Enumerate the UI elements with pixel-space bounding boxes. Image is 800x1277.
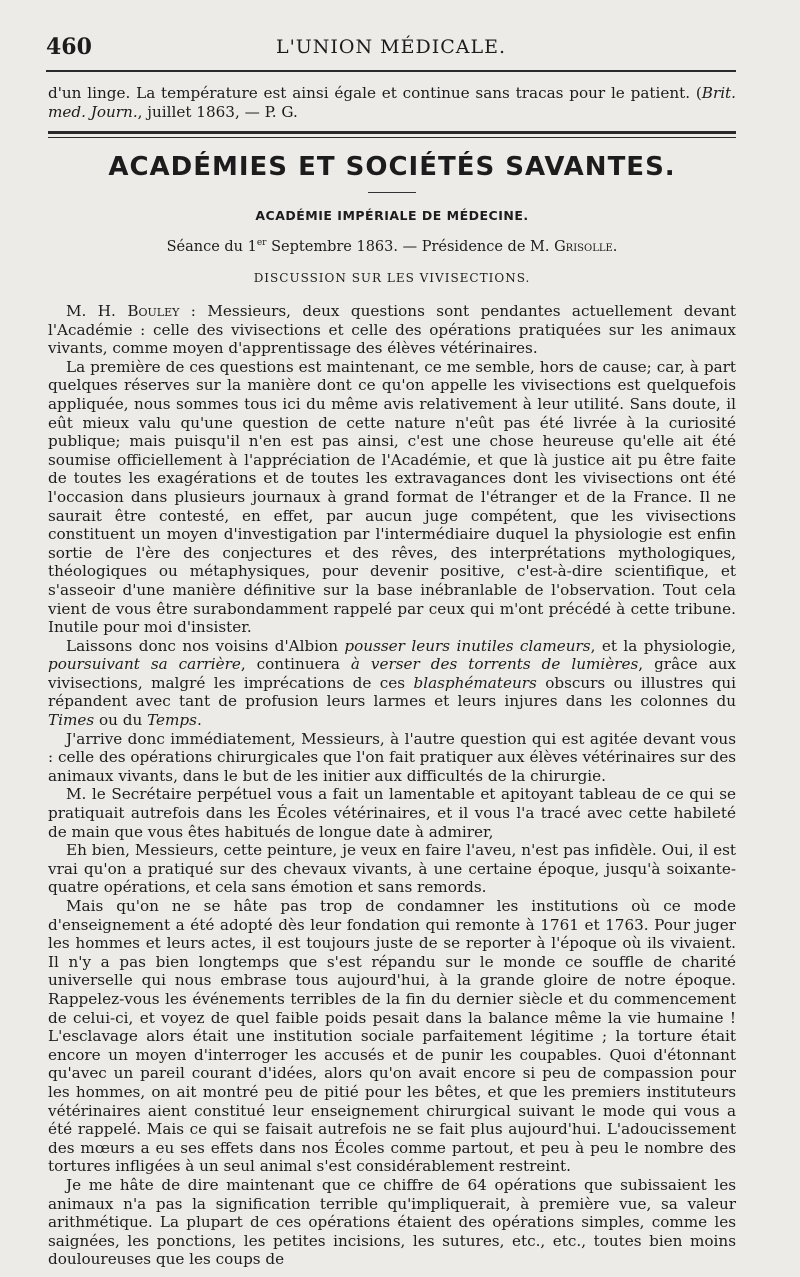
preamble-paragraph: d'un linge. La température est ainsi égale et continue sans tracas pour le patient. (Brit. med. Journ., juillet 1863, — P. G. [48,84,736,121]
header-rule [46,70,736,72]
paragraph: J'arrive donc immédiatement, Messieurs, à l'autre question qui est agitée devant vous : celle des opérations chirurgicales que l'on fait pratiquer aux élèves vétérinaires sur des animaux vivants, dans le but de les initier aux difficultés de la chirurgie. [48,729,736,785]
paragraph: Je me hâte de dire maintenant que ce chiffre de 64 opérations que subissaient les animaux n'a pas la signification terrible qu'impliquerait, à première vue, sa valeur arithmétique. La plupart de ces opérations étaient des opérations simples, comme les saignées, les ponctions, les petites incisions, les sutures, etc., etc., toutes bien moins douloureuses que les coups de [48,1175,736,1269]
running-title: L'UNION MÉDICALE. [275,36,507,58]
section-rule-top [48,131,736,134]
article-body [48,302,736,1269]
journal-citation: Brit. med. Journ. [48,84,736,121]
paragraph: Mais qu'on ne se hâte pas trop de condamner les institutions où ce mode d'enseignement a été adopté dès leur fondation qui remonte à 1761 et 1763. Pour juger les hommes et leurs actes, il est toujours juste de se reporter à l'époque où ils vivaient. Il n'y a pas bien longtemps que s'est répandu sur le monde ce souffle de charité universelle qui nous embrase tous aujourd'hui, à la grande gloire de notre époque. Rappelez-vous les événements terribles de la fin du dernier siècle et du commencement de celui-ci, et voyez de quel faible poids pesait dans la balance même la vie humaine ! L'esclavage alors était une institution sociale parfaitement légitime ; la torture était encore un moyen d'interroger les accusés et de punir les coupables. Quoi d'étonnant qu'avec un pareil courant d'idées, alors qu'on avait encore si peu de compassion pour les hommes, on ait montré peu de pitié pour les bêtes, et que les premiers instituteurs vétérinaires aient constitué leur enseignement chirurgical suivant le mode qui vous a été rappelé. Mais ce qui se faisait autrefois ne se fait plus aujourd'hui. L'adoucissement des mœurs a eu ses effets dans nos Écoles comme partout, et peu à peu le nombre des tortures infligées à un seul animal s'est considérablement restreint. [48,897,736,1176]
section-title: ACADÉMIES ET SOCIÉTÉS SAVANTES. [108,152,676,182]
paragraph: M. H. Bouley : Messieurs, deux questions sont pendantes actuellement devant l'Académie : celle des vivisections et celle des opérations pratiquées sur les animaux vivants, comme moyen d'apprentissage des élèves vétérinaires. [48,302,737,358]
paragraph: La première de ces questions est maintenant, ce me semble, hors de cause; car, à part quelques réserves sur la manière dont ce qu'on appelle les vivisections est quelquefois appliquée, nous sommes tous ici du même avis relativement à leur utilité. Sans doute, il eût mieux valu qu'une question de cette nature n'eût pas été livrée à la curiosité publique; mais puisqu'il n'en est pas ainsi, c'est une chose heureuse qu'elle ait été soumise officiellement à l'appréciation de l'Académie, et que là justice ait pu être faite de toutes les exagérations et de toutes les extravagances dont les vivisections ont été l'occasion dans plusieurs journaux à grand format de l'étranger et de la France. Il ne saurait être contesté, en effet, par aucun juge compétent, que les vivisections constituent un moyen d'investigation par l'intermédiaire duquel la physiologie est enfin sortie de l'ère des conjectures et des rêves, des interprétations mythologiques, théologiques ou métaphysiques, pour devenir positive, c'est-à-dire scientifique, et s'asseoir d'une manière définitive sur la base inébranlable de l'observation. Tout cela vient de vous être surabondamment rappelé par ceux qui m'ont précédé à cette tribune. Inutile pour moi d'insister. [48,357,736,637]
page-header [46,34,736,62]
session-line: Séance du 1er Septembre 1863. — Présidence de M. Grisolle. [166,238,618,255]
discussion-heading: DISCUSSION SUR LES VIVISECTIONS. [253,271,531,285]
title-divider [368,192,416,193]
paragraph: Eh bien, Messieurs, cette peinture, je veux en faire l'aveu, n'est pas infidèle. Oui, il est vrai qu'on a pratiqué sur des chevaux vivants, à une certaine époque, jusqu'à soixante-quatre opérations, et cela sans émotion et sans remords. [48,841,736,897]
section-rule-bottom [48,137,736,138]
speaker-name: M. H. Bouley [66,302,180,320]
academy-heading: ACADÉMIE IMPÉRIALE DE MÉDECINE. [255,208,529,223]
paragraph: Laissons donc nos voisins d'Albion pousser leurs inutiles clameurs, et la physiologie, poursuivant sa carrière, continuera à verser des torrents de lumières, grâce aux vivisections, malgré les imprécations de ces blasphémateurs obscurs ou illustres qui répandent avec tant de profusion leurs larmes et leurs injures dans les colonnes du Times ou du Temps. [48,636,737,730]
paragraph: M. le Secrétaire perpétuel vous a fait un lamentable et apitoyant tableau de ce qui se pratiquait autrefois dans les Écoles vétérinaires, et il vous l'a tracé avec cette habileté de main que vous êtes habitués de longue date à admirer, [48,785,736,841]
president-name: Grisolle [554,238,613,255]
preamble-text [48,84,736,121]
page-number: 460 [46,34,92,60]
